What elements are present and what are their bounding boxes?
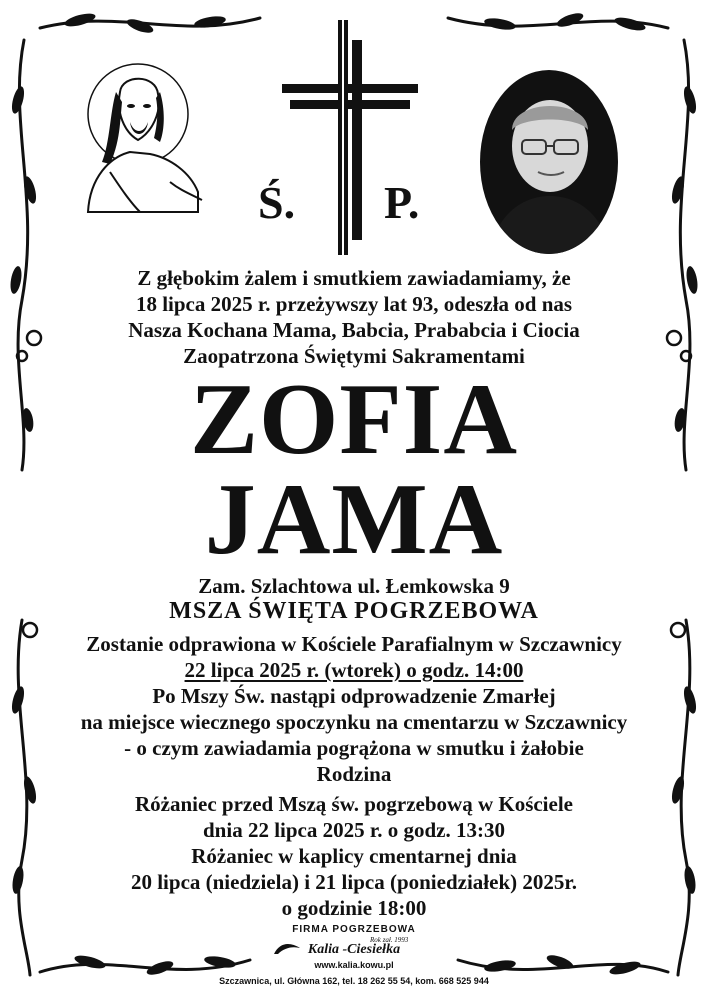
deceased-address: Zam. Szlachtowa ul. Łemkowska 9 [198, 574, 510, 598]
deceased-last-name: JAMA [204, 463, 504, 576]
christ-portrait-icon [80, 62, 210, 222]
rosary-line-1: Różaniec przed Mszą św. pogrzebową w Kościele [135, 792, 573, 816]
intro-line-3: Nasza Kochana Mama, Babcia, Prababcia i Ciocia [128, 318, 580, 342]
family-signature: Rodzina [316, 762, 392, 786]
intro-line-4: Zaopatrzona Świętymi Sakramentami [183, 344, 525, 368]
intro-line-1: Z głębokim żalem i smutkiem zawiadamiamy, że [137, 266, 571, 290]
notice-line: - o czym zawiadamia pogrążona w smutku i żałobie [124, 736, 584, 760]
deceased-first-name: ZOFIA [189, 363, 519, 476]
company-label: FIRMA POGRZEBOWA [292, 924, 416, 935]
company-name: Kalia -Ciesiełka [307, 942, 401, 957]
company-since: Rok zał. 1993 [370, 936, 409, 944]
procession-line-1: Po Mszy Św. nastąpi odprowadzenie Zmarłej [152, 684, 556, 708]
mass-place: Zostanie odprawiona w Kościele Parafialnym w Szczawnicy [86, 632, 622, 656]
deceased-photo [478, 68, 620, 256]
mass-date: 22 lipca 2025 r. (wtorek) o godz. 14:00 [184, 658, 524, 682]
initial-right: P. [384, 177, 420, 228]
company-address: Szczawnica, ul. Główna 162, tel. 18 262 55 54, kom. 668 525 944 [219, 976, 489, 986]
company-website[interactable]: www.kalia.kowu.pl [314, 960, 394, 970]
rosary-line-3: Różaniec w kaplicy cmentarnej dnia [191, 844, 517, 868]
rosary-line-4: 20 lipca (niedziela) i 21 lipca (poniedziałek) 2025r. [130, 870, 578, 894]
intro-line-2: 18 lipca 2025 r. przeżywszy lat 93, odeszła od nas [135, 292, 573, 316]
rosary-line-5: o godzinie 18:00 [281, 896, 427, 920]
procession-line-2: na miejsce wiecznego spoczynku na cmentarzu w Szczawnicy [80, 710, 628, 734]
mass-title: MSZA ŚWIĘTA POGRZEBOWA [169, 598, 539, 624]
rosary-line-2: dnia 22 lipca 2025 r. o godz. 13:30 [203, 818, 505, 842]
initial-left: Ś. [258, 177, 296, 228]
